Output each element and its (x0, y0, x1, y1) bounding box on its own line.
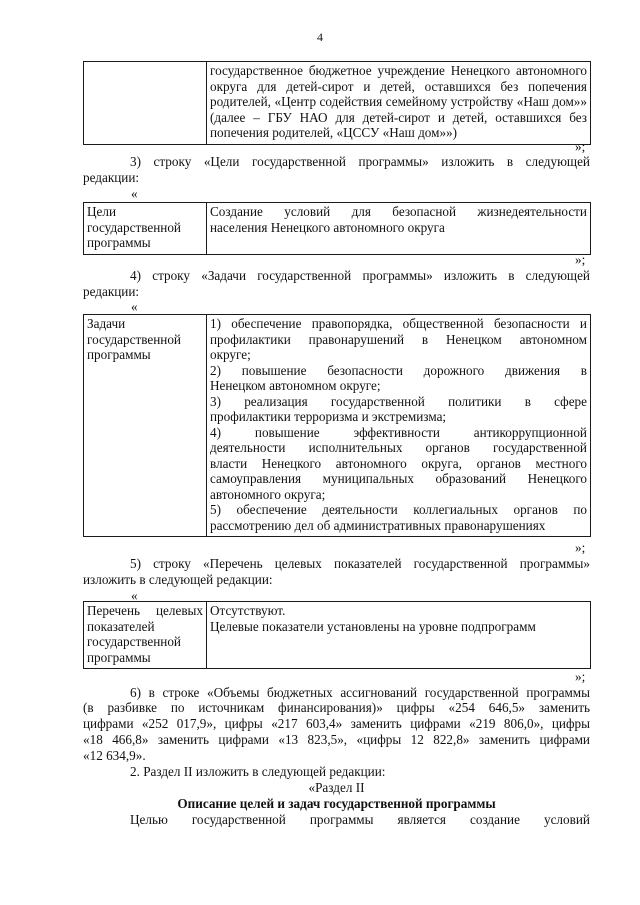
item2-text: 2. Раздел II изложить в следующей редакции: (130, 764, 386, 779)
last-line-word: условий (543, 812, 590, 827)
table-line: родителей, «Центр содействия семейному устройству «Наш дом»» (210, 94, 587, 109)
tasks-label-line: государственной (87, 331, 181, 347)
indicators-value-cell (207, 602, 591, 669)
tasks-label-line: программы (87, 347, 151, 362)
item5-line1: 5) строку «Перечень целевых показателей государственной программы» (130, 556, 590, 571)
table-line: государственное бюджетное учреждение Ненецкого автономного (210, 63, 587, 78)
goals-value-line: Создание условий для безопасной жизнедеятельности (210, 204, 587, 219)
tasks-line: 2) повышение безопасности дорожного движения в (210, 362, 587, 378)
item3-line2: редакции: (83, 170, 140, 185)
table-line: округа для детей-сирот и детей, оставшихся без попечения (210, 78, 587, 94)
last-line-word: программы (309, 812, 374, 827)
table-line: попечения родителей, «ЦССУ «Наш дом»») (210, 125, 458, 140)
tasks-line: 4) повышение эффективности антикоррупционной (210, 424, 587, 440)
indicators-label-line: государственной (87, 634, 181, 649)
item3-line1: 3) строку «Цели государственной программы» изложить в следующей (130, 154, 590, 169)
last-line-word: государственной (191, 812, 286, 827)
item6-line: «18 466,8» заменить цифрами «13 823,5», «цифры 12 822,8» заменить цифрами (83, 732, 590, 747)
item6-line: «12 634,9». (83, 748, 146, 763)
tasks-line: Ненецком автономном округе; (210, 378, 381, 393)
item4-line1: 4) строку «Задачи государственной программы» изложить в следующей (130, 268, 590, 283)
last-line-word: Целью (130, 812, 168, 827)
opening-quote: « (131, 186, 138, 201)
goals-value-line: населения Ненецкого автономного округа (210, 219, 445, 235)
section-label: «Раздел II (308, 780, 365, 795)
table-right-cell (207, 62, 591, 145)
item6-line: 6) в строке «Объемы бюджетных ассигнований государственной программы (130, 685, 590, 700)
indicators-label-cell (84, 602, 207, 669)
last-line-word: является (397, 812, 446, 827)
table-goals (83, 202, 591, 255)
item6-line: цифрами «252 017,9», цифры «217 603,4» заменить цифрами «219 806,0», цифры (83, 716, 590, 731)
item4-line2: редакции: (83, 284, 140, 299)
table-tasks (83, 314, 591, 537)
goals-label-line: государственной (87, 219, 181, 235)
tasks-line: 5) обеспечение деятельности коллегиальных органов по (210, 502, 587, 517)
tasks-label-line: Задачи (87, 316, 126, 331)
indicators-value-line: Отсутствуют. (210, 603, 286, 618)
tasks-line: 3) реализация государственной политики в сфере (210, 393, 587, 409)
indicators-label-line: показателей (87, 618, 155, 634)
opening-quote: « (131, 299, 138, 314)
tasks-line: 1) обеспечение правопорядка, общественной безопасности и (210, 316, 587, 331)
table-left-cell (84, 62, 207, 145)
tasks-line: профилактики терроризма и экстремизма; (210, 409, 447, 424)
tasks-value-cell (207, 315, 591, 537)
table-indicators (83, 601, 591, 669)
tasks-label-cell (84, 315, 207, 537)
section-title: Описание целей и задач государственной программы (177, 796, 496, 811)
last-line-word: создание (470, 812, 520, 827)
tasks-line: профилактики правонарушений в Ненецком автономном (210, 331, 587, 347)
goals-value-cell (207, 203, 591, 255)
opening-quote: « (131, 588, 138, 603)
tasks-line: рассмотрению дел об административных правонарушениях (210, 517, 546, 533)
indicators-label-line: Перечень целевых (87, 603, 203, 618)
item6-line: (в разбивке по источникам финансирования)» цифры «254 646,5» заменить (83, 700, 590, 715)
tasks-line: власти Ненецкого автономного округа, органов местного (210, 455, 587, 471)
item5-line2: изложить в следующей редакции: (83, 572, 273, 587)
tasks-line: округе; (210, 347, 251, 362)
table-continuation (83, 61, 591, 145)
closing-quote: »; (575, 669, 586, 684)
goals-label-line: Цели (87, 204, 117, 219)
tasks-line: деятельности исполнительных органов государственной (210, 440, 587, 455)
indicators-value-line: Целевые показатели установлены на уровне подпрограмм (210, 618, 536, 634)
last-line (130, 812, 590, 828)
indicators-label-line: программы (87, 649, 151, 665)
table-line: (далее – ГБУ НАО для детей-сирот и детей, оставшихся без (210, 109, 587, 125)
page-number: 4 (317, 30, 323, 44)
goals-label-line: программы (87, 235, 151, 250)
closing-quote: »; (575, 252, 586, 267)
goals-label-cell (84, 203, 207, 255)
tasks-line: самоуправления муниципальных образований Ненецкого (210, 471, 587, 486)
closing-quote: »; (575, 540, 586, 555)
closing-quote: »; (575, 139, 586, 154)
tasks-line: автономного округа; (210, 486, 326, 502)
